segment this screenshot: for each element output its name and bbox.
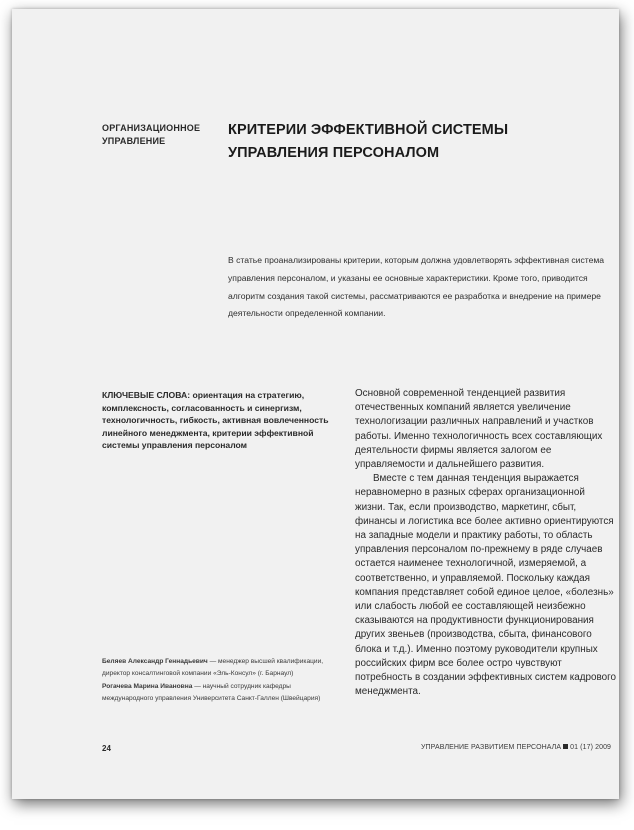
journal-name: УПРАВЛЕНИЕ РАЗВИТИЕМ ПЕРСОНАЛА xyxy=(421,744,562,751)
body-text-column xyxy=(355,387,617,699)
section-rubric: ОРГАНИЗАЦИОННОЕ УПРАВЛЕНИЕ xyxy=(102,123,201,146)
journal-footer xyxy=(421,744,611,751)
issue-number: 01 (17) 2009 xyxy=(570,744,612,751)
author-1-name: Беляев Александр Геннадьевич xyxy=(102,658,208,665)
document-page xyxy=(12,9,619,799)
author-2-name: Рогачева Марина Ивановна xyxy=(102,683,193,690)
body-paragraph-2: Вместе с тем данная тенденция выражается неравномерно в разных сферах организационной жизни. Так, если производство, маркетинг, сбыт, финансы и логистика все более активно ориентируются на западные модели и практику работы, то область управления персоналом по-прежнему в ряде случаев остается наименее технологичной, измеряемой, а соответственно, и управляемой. Поскольку каждая компания представляет собой единое целое, «болезнь» или слабость любой ее составляющей неизбежно сказываются на продуктивности функционирования других звеньев (производства, сбыта, финансового блока и т.д.). Именно поэтому руководители крупных российских фирм все более остро чувствуют потребность в создании эффективных систем кадрового менеджмента. xyxy=(355,473,617,698)
body-paragraph-1: Основной современной тенденцией развития отечественных компаний является увеличение технологизации различных направлений и участков работы. Именно технологичность всех составляющих деятельности фирмы является залогом ее управляемости и дальнейшего развития. xyxy=(355,388,603,471)
author-2 xyxy=(102,681,342,704)
abstract: В статье проанализированы критерии, которым должна удовлетворять эффективная система управления персоналом, и указаны ее основные характеристики. Кроме того, приводится алгоритм создания такой системы, рассматриваются ее разработка и внедрение на примере деятельности определенной компании. xyxy=(228,255,605,319)
title-line-2: УПРАВЛЕНИЯ ПЕРСОНАЛОМ xyxy=(228,145,440,161)
title-line-1: КРИТЕРИИ ЭФФЕКТИВНОЙ СИСТЕМЫ xyxy=(228,122,509,138)
keywords-label: КЛЮЧЕВЫЕ СЛОВА: xyxy=(102,390,191,400)
author-1 xyxy=(102,656,342,679)
article-title xyxy=(228,119,558,165)
square-bullet-icon xyxy=(563,744,568,749)
keywords-text: ориентация на стратегию, комплексность, согласованность и синергизм, технологичность, гибкость, активная вовлеченность линейного менеджмента, критерии эффективной системы управления персоналом xyxy=(102,390,329,451)
keywords xyxy=(102,389,338,452)
page-number: 24 xyxy=(102,744,111,753)
author-1-description: — менеджер высшей квалификации, директор консалтинговой компании «Эль-Консул» (г. Барнаул) xyxy=(102,658,324,677)
author-2-description: — научный сотрудник кафедры международного управления Университета Санкт-Галлен (Швейцария) xyxy=(102,683,321,702)
